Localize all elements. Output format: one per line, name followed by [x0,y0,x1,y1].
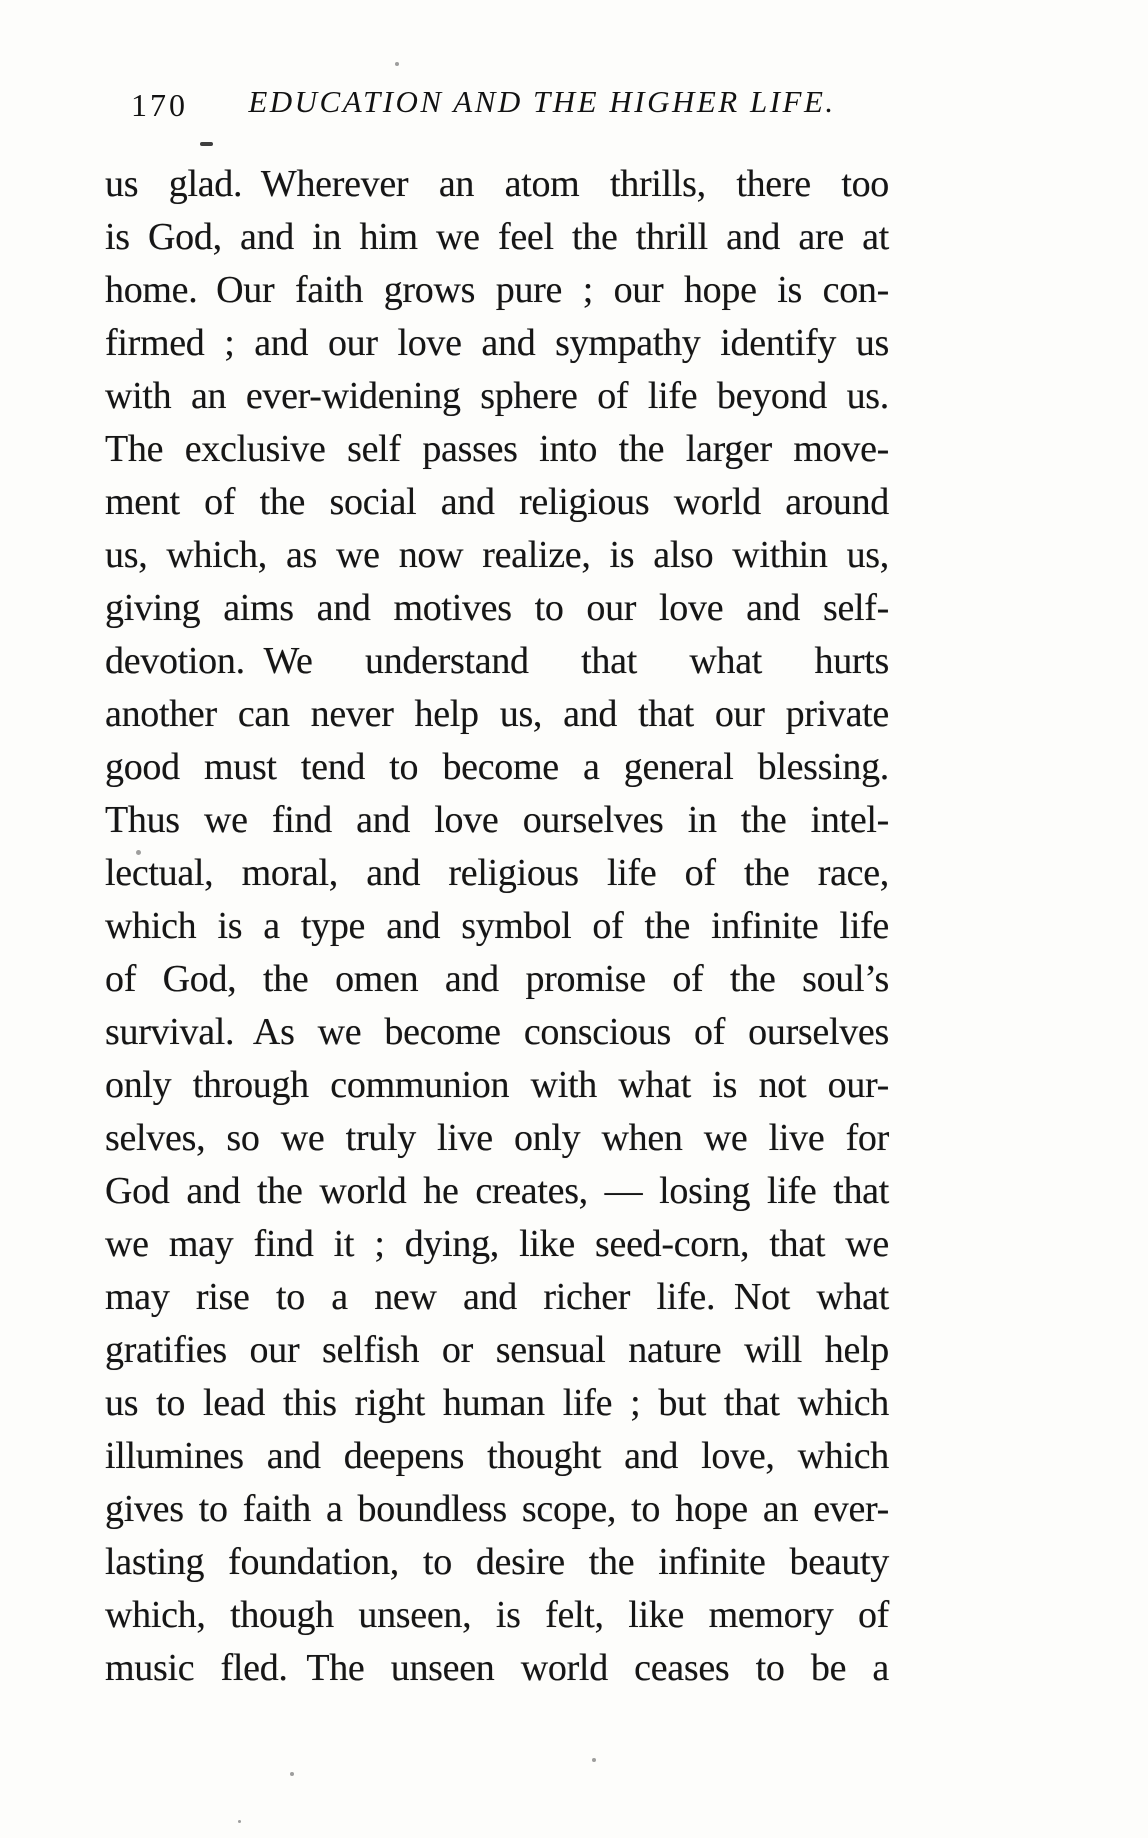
text-line: illumines and deepens thought and love, which [105,1435,889,1477]
scan-speck [395,62,399,66]
text-line: which, though unseen, is felt, like memory of [105,1594,889,1636]
scan-speck [238,1820,241,1823]
text-line: which is a type and symbol of the infinite life [105,905,889,947]
body-text-block [105,158,889,1695]
page-number: 170 [131,87,188,123]
text-line: us to lead this right human life ; but that which [105,1382,889,1424]
text-line: gives to faith a boundless scope, to hope an ever- [105,1488,889,1530]
text-line: another can never help us, and that our private [105,693,889,735]
text-line: firmed ; and our love and sympathy identify us [105,322,889,364]
text-line: good must tend to become a general blessing. [105,746,889,788]
text-line: us glad. Wherever an atom thrills, there too [105,163,889,205]
scan-artifact-dash [200,142,213,146]
text-line: music fled. The unseen world ceases to be a [105,1647,889,1689]
text-line: gratifies our selfish or sensual nature will help [105,1329,889,1371]
text-line: we may find it ; dying, like seed-corn, that we [105,1223,889,1265]
scan-speck [592,1758,596,1762]
text-line: survival. As we become conscious of ourselves [105,1011,889,1053]
text-line: selves, so we truly live only when we live for [105,1117,889,1159]
text-line: devotion. We understand that what hurts [105,640,889,682]
text-line: ment of the social and religious world around [105,481,889,523]
running-title: EDUCATION AND THE HIGHER LIFE. [248,84,836,119]
text-line: giving aims and motives to our love and self- [105,587,889,629]
text-line: us, which, as we now realize, is also within us, [105,534,889,576]
text-line: is God, and in him we feel the thrill and are at [105,216,889,258]
text-line: God and the world he creates, — losing life that [105,1170,889,1212]
text-line: with an ever-widening sphere of life beyond us. [105,375,889,417]
text-line: lectual, moral, and religious life of the race, [105,852,889,894]
running-head [105,82,889,126]
text-line: The exclusive self passes into the larger move- [105,428,889,470]
scan-speck [136,850,141,855]
text-line: home. Our faith grows pure ; our hope is con- [105,269,889,311]
text-line: Thus we find and love ourselves in the intel- [105,799,889,841]
text-line: may rise to a new and richer life. Not what [105,1276,889,1318]
text-line: lasting foundation, to desire the infinite beauty [105,1541,889,1583]
text-line: of God, the omen and promise of the soul’s [105,958,889,1000]
scan-speck [290,1772,294,1776]
text-line: only through communion with what is not our- [105,1064,889,1106]
